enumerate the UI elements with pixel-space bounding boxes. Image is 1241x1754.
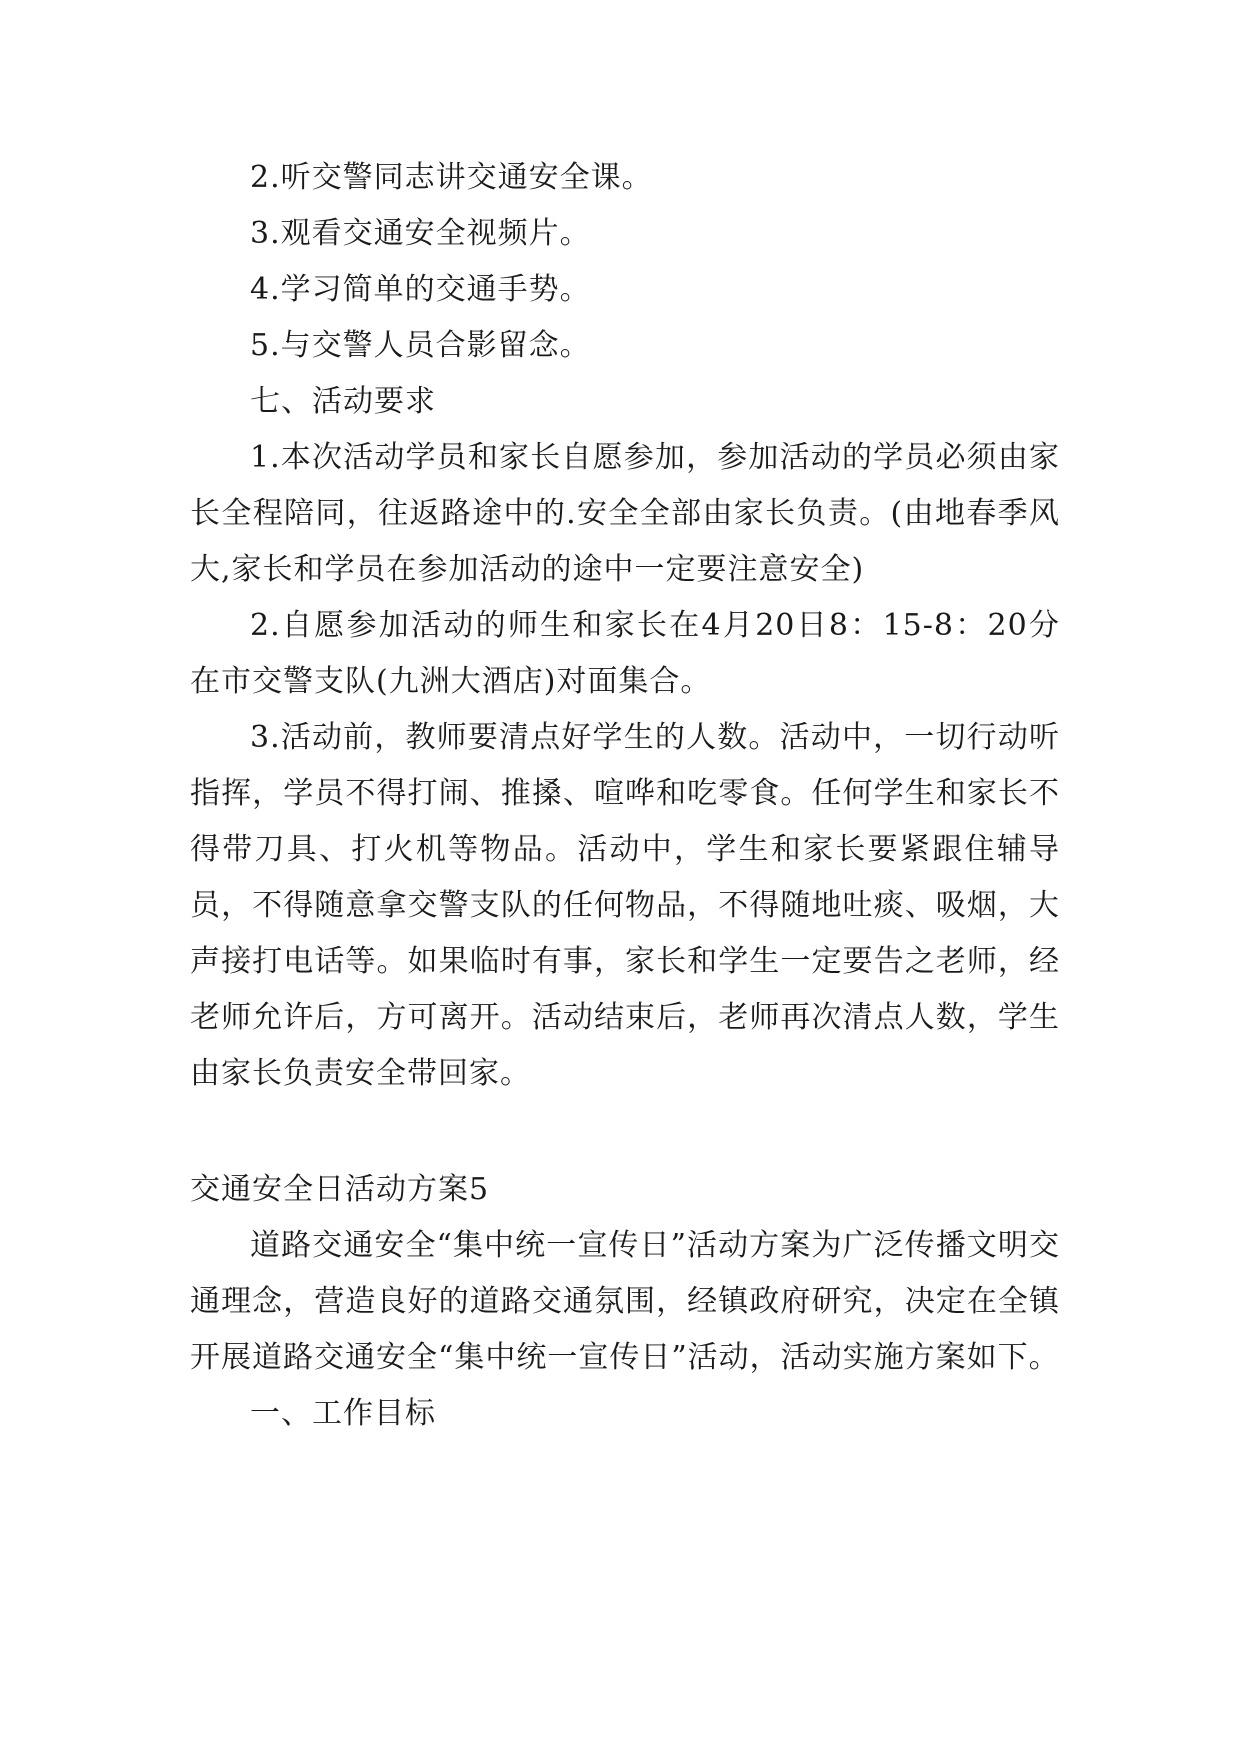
document-body: [190, 150, 1060, 1442]
list-item-2: 2.听交警同志讲交通安全课。: [250, 160, 653, 195]
document-section-title: 交通安全日活动方案5: [190, 1172, 490, 1207]
section-heading-requirements: 七、活动要求: [250, 384, 436, 419]
section-heading-goals: 一、工作目标: [250, 1396, 436, 1431]
requirement-3: 3.活动前，教师要清点好学生的人数。活动中，一切行动听指挥，学员不得打闹、推搡、喧哗和吃零食。任何学生和家长不得带刀具、打火机等物品。活动中，学生和家长要紧跟住辅导员，不得随意拿交警支队的任何物品，不得随地吐痰、吸烟，大声接打电话等。如果临时有事，家长和学生一定要告之老师，经老师允许后，方可离开。活动结束后，老师再次清点人数，学生由家长负责安全带回家。: [190, 720, 1060, 1091]
section-gap: [190, 1102, 1060, 1162]
list-item-4: 4.学习简单的交通手势。: [250, 272, 591, 307]
list-item-5: 5.与交警人员合影留念。: [250, 328, 591, 363]
intro-paragraph: 道路交通安全“集中统一宣传日”活动方案为广泛传播文明交通理念，营造良好的道路交通氛围，经镇政府研究，决定在全镇开展道路交通安全“集中统一宣传日”活动，活动实施方案如下。: [190, 1228, 1060, 1375]
requirement-1: 1.本次活动学员和家长自愿参加，参加活动的学员必须由家长全程陪同，往返路途中的.安全全部由家长负责。(由地春季风大,家长和学员在参加活动的途中一定要注意安全): [190, 440, 1060, 587]
requirement-2: 2.自愿参加活动的师生和家长在4月20日8：15-8：20分在市交警支队(九洲大酒店)对面集合。: [190, 608, 1060, 699]
list-item-3: 3.观看交通安全视频片。: [250, 216, 591, 251]
